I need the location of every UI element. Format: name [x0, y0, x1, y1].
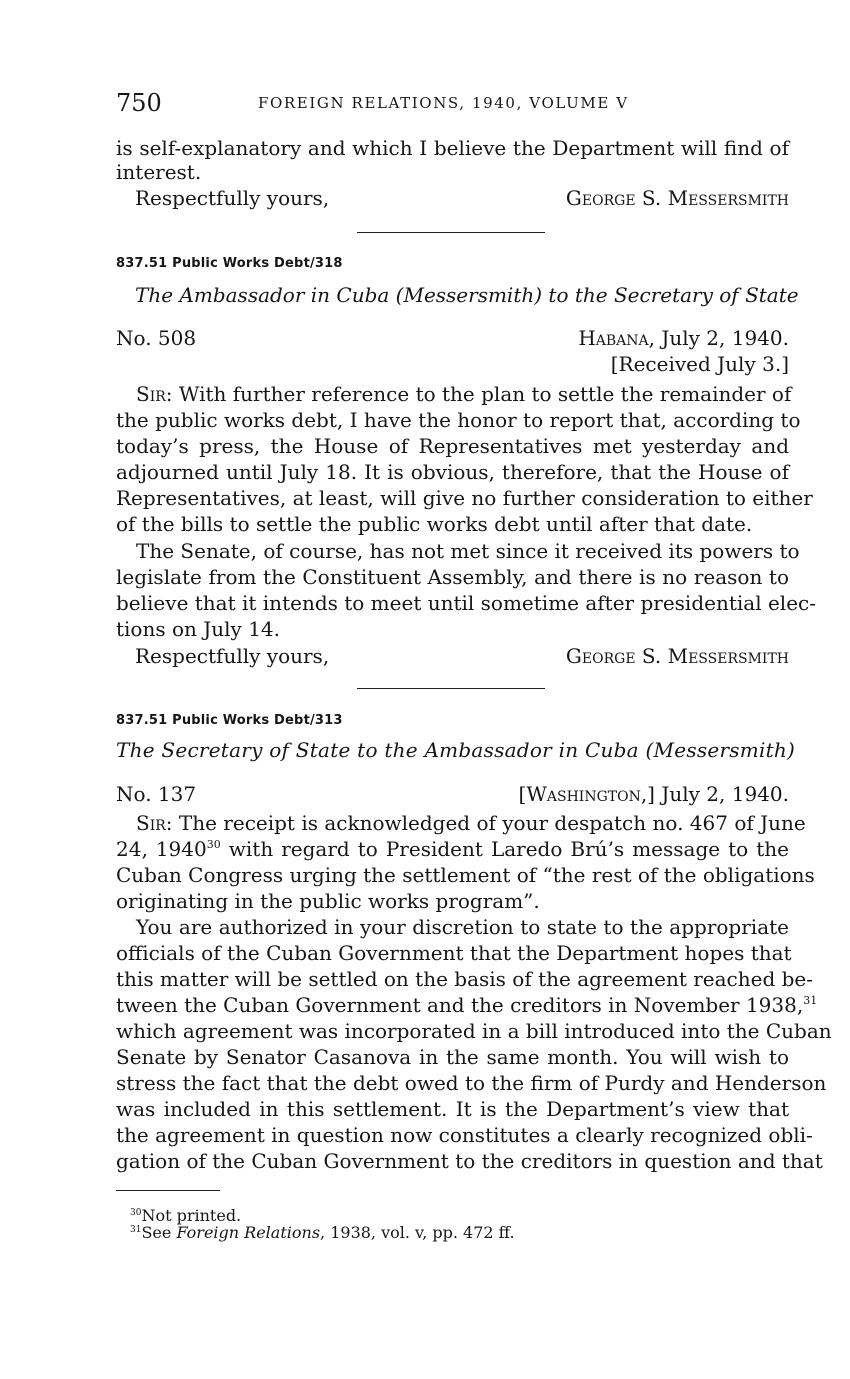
text-line: The Senate, of course, has not met since it received its powers to — [136, 539, 800, 563]
document-title: The Ambassador in Cuba (Messersmith) to the Secretary of State — [135, 283, 799, 307]
text-line: Sir: The receipt is acknowledged of your despatch no. 467 of June — [136, 811, 806, 835]
text-line: which agreement was incorporated in a bill introduced into the Cuban — [116, 1019, 832, 1043]
closing: Respectfully yours, — [135, 186, 330, 210]
text-line: adjourned until July 18. It is obvious, therefore, that the House of — [116, 460, 789, 484]
text-line: believe that it intends to meet until sometime after presidential elec- — [116, 591, 816, 615]
place: Habana — [578, 326, 649, 350]
text-line: tween the Cuban Government and the creditors in November 1938,31 — [116, 993, 818, 1017]
text-line: officials of the Cuban Government that the Department hopes that — [116, 941, 792, 965]
text-line: You are authorized in your discretion to state to the appropriate — [136, 915, 789, 939]
document-number: No. 508 — [116, 326, 197, 350]
text-line: Cuban Congress urging the settlement of “the rest of the obligations — [116, 863, 815, 887]
signature: George S. Messersmith — [565, 186, 789, 210]
footnote-mark: 30 — [130, 1208, 142, 1218]
text-line: the agreement in question now constitutes a clearly recognized obli- — [116, 1123, 813, 1147]
date: , July 2, 1940. — [648, 326, 789, 350]
salutation: Sir — [136, 811, 166, 835]
text-line: stress the fact that the debt owed to the firm of Purdy and Henderson — [116, 1071, 827, 1095]
text-line: the public works debt, I have the honor to report that, according to — [116, 408, 801, 432]
received-date: [Received July 3.] — [610, 352, 789, 376]
footnote-30: $^{30}$Not printed. — [130, 1206, 242, 1225]
footnote-31: $^{31}$See Foreign Relations, 1938, vol. v, pp. 472 ff. — [130, 1223, 515, 1242]
place: Washington — [526, 782, 641, 806]
text-line: Senate by Senator Casanova in the same month. You will wish to — [116, 1045, 789, 1069]
place-date: [Washington,] July 2, 1940. — [518, 782, 789, 806]
running-title: FOREIGN RELATIONS, 1940, VOLUME V — [258, 94, 629, 112]
text-line: this matter will be settled on the basis of the agreement reached be- — [116, 967, 814, 991]
section-divider — [357, 688, 545, 689]
text-line: legislate from the Constituent Assembly, and there is no reason to — [116, 565, 789, 589]
text-line: was included in this settlement. It is the Department’s view that — [116, 1097, 789, 1121]
signature: George S. Messersmith — [565, 644, 789, 668]
text-line: is self-explanatory and which I believe the Department will find of — [116, 136, 789, 160]
text-line: interest. — [116, 160, 202, 184]
document-title: The Secretary of State to the Ambassador in Cuba (Messersmith) — [116, 738, 796, 762]
document-number: No. 137 — [116, 782, 197, 806]
footnote-ref: 31 — [803, 994, 818, 1007]
text-line: gation of the Cuban Government to the creditors in question and that — [116, 1149, 823, 1173]
page-number: 750 — [116, 89, 162, 117]
file-reference: 837.51 Public Works Debt/318 — [116, 256, 343, 271]
footnote-mark: 31 — [130, 1225, 142, 1235]
date: ,] July 2, 1940. — [640, 782, 789, 806]
text-line: of the bills to settle the public works debt until after that date. — [116, 512, 753, 536]
text-line: today’s press, the House of Representatives met yesterday and — [116, 434, 789, 458]
closing: Respectfully yours, — [135, 644, 330, 668]
footnote-divider — [116, 1190, 220, 1191]
text-line: Representatives, at least, will give no further consideration to either — [116, 486, 813, 510]
text-line: Sir: With further reference to the plan to settle the remainder of — [136, 382, 792, 406]
file-reference: 837.51 Public Works Debt/313 — [116, 713, 343, 728]
place-date — [578, 325, 789, 351]
section-divider — [357, 232, 545, 233]
text-line: tions on July 14. — [116, 617, 281, 641]
text-line: 24, 1940$^{30}$ with regard to President Laredo Brú’s message to the — [116, 837, 789, 861]
footnote-ref: 30 — [206, 838, 221, 851]
salutation: Sir — [136, 382, 166, 406]
text-line: originating in the public works program”. — [116, 889, 540, 913]
